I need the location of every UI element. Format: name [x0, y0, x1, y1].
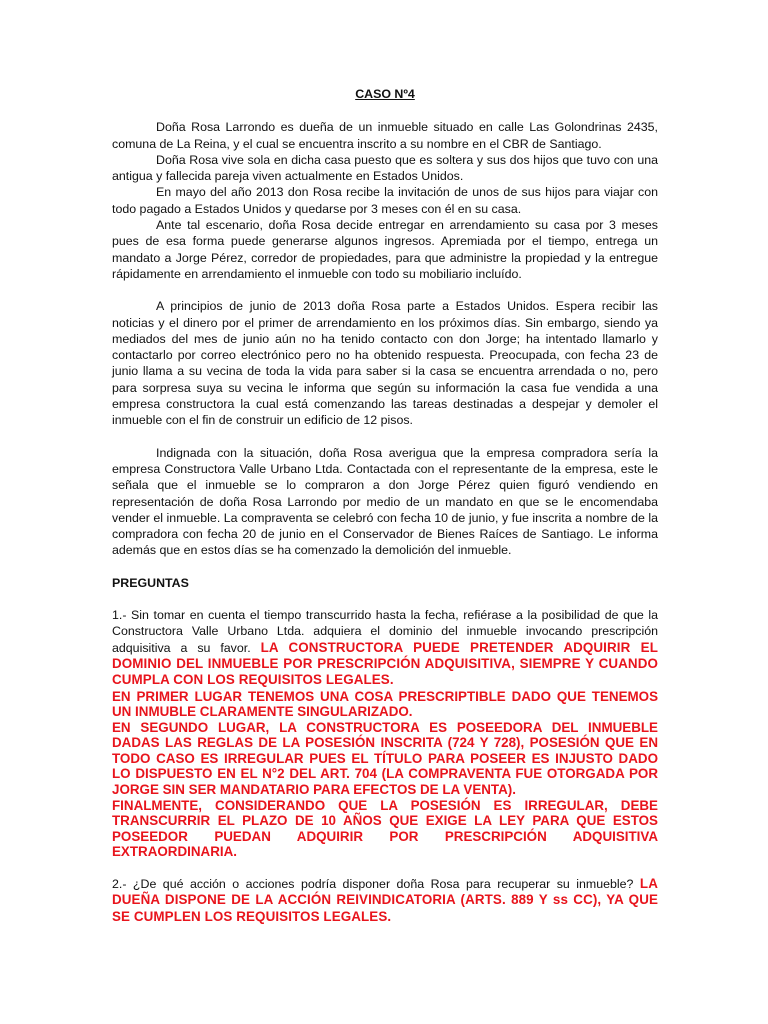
spacer	[112, 860, 658, 876]
answer-1-point-1: EN PRIMER LUGAR TENEMOS UNA COSA PRESCRIPTIBLE DADO QUE TENEMOS UN INMUBLE CLARAMENTE SINGULARIZADO.	[112, 688, 658, 720]
questions-heading: PREGUNTAS	[112, 575, 189, 590]
document-title: CASO Nº4	[355, 87, 415, 101]
paragraph-6: Indignada con la situación, doña Rosa averigua que la empresa compradora sería la empresa Constructora Valle Urbano Ltda. Contactada con el representante de la empresa, este le señala que el inmueble se lo compraron a don Jorge Pérez quien figuró vendiendo en representación de doña Rosa Larrondo por medio de un mandato en que se le encomendaba vender el inmueble. La compraventa se celebró con fecha 10 de junio, y fue inscrita a nombre de la compradora con fecha 20 de junio en el Conservador de Bienes Raíces de Santiago. Le informa además que en estos días se ha comenzado la demolición del inmueble.	[112, 445, 658, 558]
paragraph-2: Doña Rosa vive sola en dicha casa puesto que es soltera y sus dos hijos que tuvo con una antigua y fallecida pareja viven actualmente en Estados Unidos.	[112, 152, 658, 184]
answer-1-point-3: FINALMENTE, CONSIDERANDO QUE LA POSESIÓN ES IRREGULAR, DEBE TRANSCURRIR EL PLAZO DE 10 AÑOS QUE EXIGE LA LEY PARA QUE ESTOS POSEEDOR PUEDAN ADQUIRIR POR PRESCRIPCIÓN ADQUISITIVA EXTRAORDINARIA.	[112, 797, 658, 860]
spacer	[112, 282, 658, 298]
question-2-text: 2.- ¿De qué acción o acciones podría disponer doña Rosa para recuperar su inmueble?	[112, 877, 634, 892]
question-1-text: 1.- Sin tomar en cuenta el tiempo transcurrido hasta la fecha, refiérase a la posibilidad de que la Constructora Valle Urbano Ltda. adquiera el dominio del inmueble invocando prescripción adquisitiva a su favor.	[112, 608, 658, 655]
spacer	[112, 591, 658, 607]
paragraph-1: Doña Rosa Larrondo es dueña de un inmueble situado en calle Las Golondrinas 2435, comuna de La Reina, y el cual se encuentra inscrito a su nombre en el CBR de Santiago.	[112, 120, 658, 151]
answer-1-point-2: EN SEGUNDO LUGAR, LA CONSTRUCTORA ES POSEEDORA DEL INMUEBLE DADAS LAS REGLAS DE LA POSESIÓN INSCRITA (724 Y 728), POSESIÓN QUE EN TODO CASO ES IRREGULAR PUES EL TÍTULO PARA POSEER ES INJUSTO DADO LO DISPUESTO EN EL N°2 DEL ART. 704 (LA COMPRAVENTA FUE OTORGADA POR JORGE SIN SER MANDATARIO PARA EFECTOS DE LA VENTA).	[112, 719, 658, 798]
paragraph-3: En mayo del año 2013 don Rosa recibe la invitación de unos de sus hijos para viajar con todo pagado a Estados Unidos y quedarse por 3 meses con él en su casa.	[112, 185, 658, 216]
answer-1-intro: LA CONSTRUCTORA PUEDE PRETENDER ADQUIRIR EL DOMINIO DEL INMUEBLE POR PRESCRIPCIÓN ADQUISITIVA, SIEMPRE Y CUANDO CUMPLA CON LOS REQUISITOS LEGALES.	[112, 639, 658, 688]
answer-2: LA DUEÑA DISPONE DE LA ACCIÓN REIVINDICATORIA (ARTS. 889 Y ss CC), YA QUE SE CUMPLEN LOS REQUISITOS LEGALES.	[112, 876, 658, 924]
paragraph-5: A principios de junio de 2013 doña Rosa parte a Estados Unidos. Espera recibir las noticias y el dinero por el primer de arrendamiento en los próximos días. Sin embargo, siendo ya mediados del mes de junio aún no ha tenido contacto con don Jorge; ha intentado llamarlo y contactarlo por correo electrónico pero no ha obtenido respuesta. Preocupada, con fecha 23 de junio llama a su vecina de toda la vida para saber si la casa se encuentra arrendada o no, pero para sorpresa suya su vecina le informa que según su información la casa fue vendida a una empresa constructora la cual está comenzando las tareas destinadas a despejar y demoler el inmueble con el fin de construir un edificio de 12 pisos.	[112, 299, 658, 428]
question-1	[112, 607, 658, 688]
paragraph-4: Ante tal escenario, doña Rosa decide entregar en arrendamiento su casa por 3 meses pues de esa forma puede generarse algunos ingresos. Apremiada por el tiempo, entrega un mandato a Jorge Pérez, corredor de propiedades, para que administre la propiedad y la entregue rápidamente en arrendamiento el inmueble con todo su mobiliario incluído.	[112, 218, 658, 281]
spacer	[112, 429, 658, 445]
question-2	[112, 876, 658, 925]
document-page	[112, 86, 658, 925]
spacer	[112, 559, 658, 575]
